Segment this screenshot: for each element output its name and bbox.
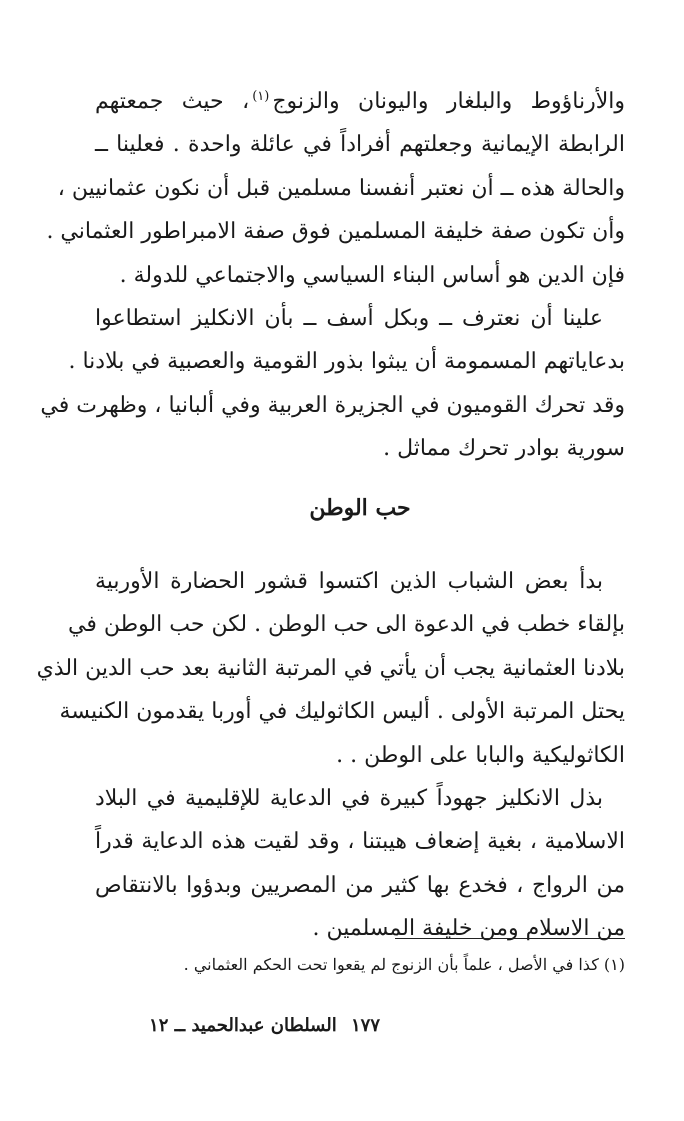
paragraph-line: بإلقاء خطب في الدعوة الى حب الوطن . لكن حب الوطن في [68, 612, 625, 638]
paragraph-line: فإن الدين هو أساس البناء السياسي والاجتماعي للدولة . [119, 262, 625, 288]
paragraph-line: والأرناؤوط والبلغار واليونان والزنوج$^{(١)}$، حيث جمعتهم [95, 88, 625, 114]
body-text-bottom [36, 560, 625, 951]
paragraph-line: الاسلامية ، بغية إضعاف هيبتنا ، وقد لقيت هذه الدعاية قدراً [95, 829, 625, 855]
running-title: السلطان عبدالحميد ــ ١٢ [149, 1015, 337, 1036]
paragraph-line: سورية بوادر تحرك مماثل . [383, 436, 625, 462]
paragraph-line: من الاسلام ومن خليفة المسلمين . [312, 916, 625, 942]
paragraph [40, 297, 625, 471]
footnote [95, 952, 625, 978]
paragraph-line: بلادنا العثمانية يجب أن يأتي في المرتبة الثانية بعد حب الدين الذي [36, 655, 625, 681]
paragraph [95, 777, 625, 951]
paragraph-line: بدأ بعض الشباب الذين اكتسوا قشور الحضارة الأوربية [95, 569, 603, 594]
footnote-divider [395, 938, 625, 939]
paragraph-line: يحتل المرتبة الأولى . أليس الكاثوليك في أوربا يقدمون الكنيسة [59, 699, 625, 725]
paragraph [36, 560, 625, 777]
paragraph-line: وقد تحرك القوميون في الجزيرة العربية وفي ألبانيا ، وظهرت في [40, 392, 625, 418]
paragraph-line: بدعاياتهم المسمومة أن يبثوا بذور القومية والعصبية في بلادنا . [68, 349, 625, 375]
page-footer [95, 1012, 380, 1040]
paragraph-line: من الرواج ، فخدع بها كثير من المصريين وبدؤوا بالانتقاص [95, 872, 625, 898]
paragraph-line: بذل الانكليز جهوداً كبيرة في الدعاية للإقليمية في البلاد [95, 786, 603, 812]
paragraph-line: وأن تكون صفة خليفة المسلمين فوق صفة الامبراطور العثماني . [46, 219, 625, 245]
footnote-number: (١) [603, 955, 625, 974]
footnote-text: كذا في الأصل ، علماً بأن الزنوج لم يقعوا تحت الحكم العثماني . [183, 955, 599, 974]
paragraph-line: علينا أن نعترف ــ وبكل أسف ــ بأن الانكليز استطاعوا [95, 306, 603, 332]
section-heading: حب الوطن [309, 495, 411, 521]
footnote-marker: (١) [252, 88, 270, 104]
paragraph [46, 80, 625, 297]
body-text-top [40, 80, 625, 471]
page-number: ١٧٧ [350, 1015, 380, 1036]
paragraph-line: والحالة هذه ــ أن نعتبر أنفسنا مسلمين قبل أن نكون عثمانيين ، [57, 175, 625, 201]
paragraph-line: الكاثوليكية والبابا على الوطن . . [336, 742, 625, 768]
paragraph-line: الرابطة الإيمانية وجعلتهم أفراداً في عائلة واحدة . فعلينا ــ [95, 132, 625, 158]
